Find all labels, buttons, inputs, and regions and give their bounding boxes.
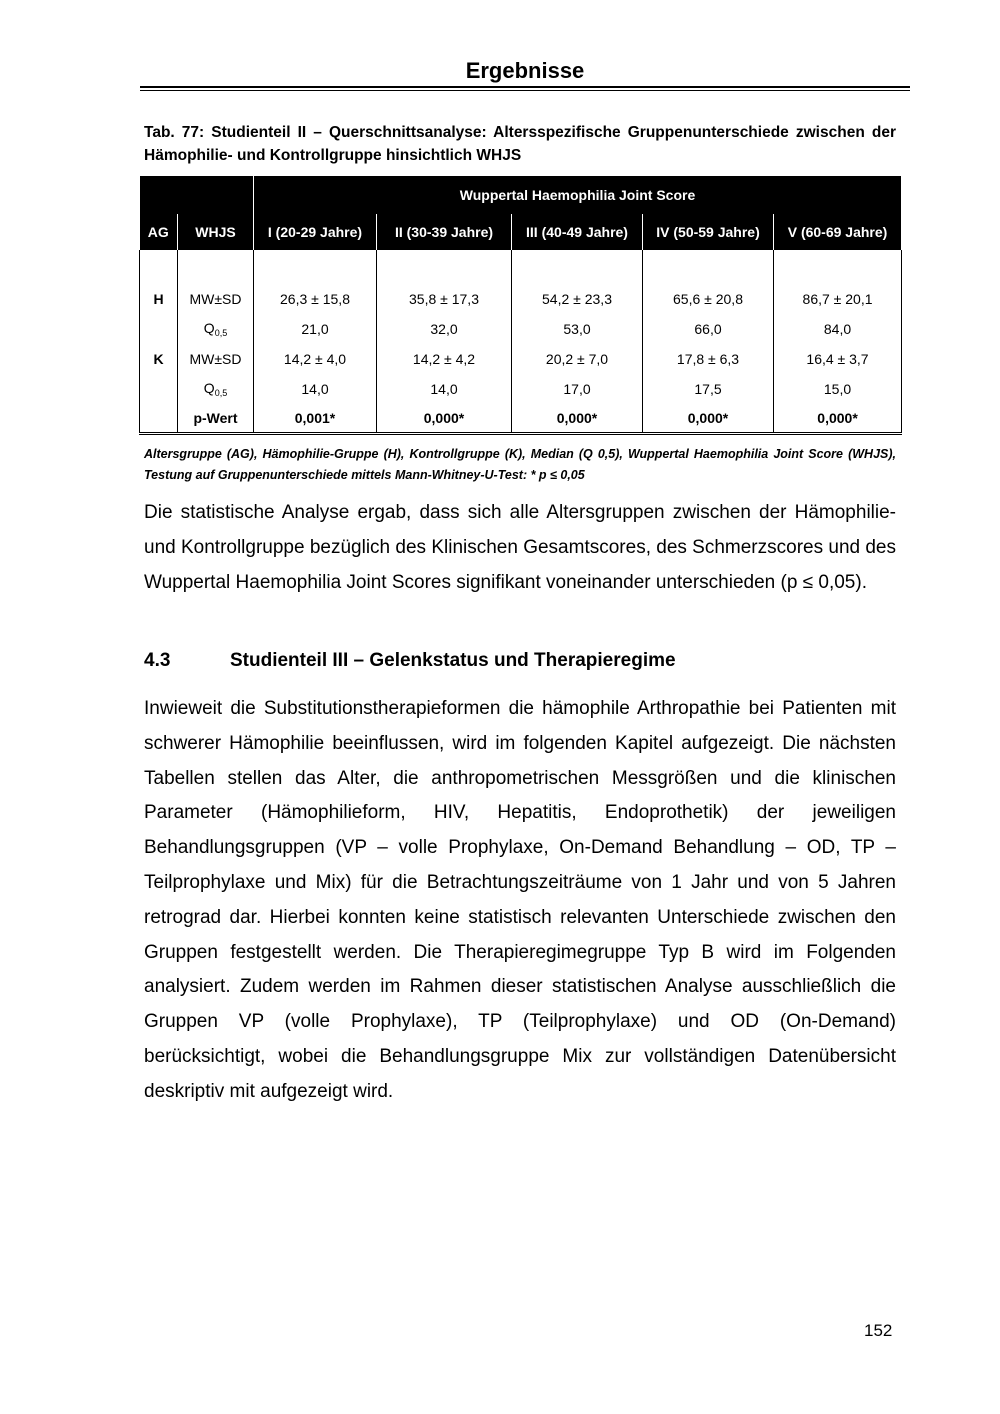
body-paragraph-2: Inwieweit die Substitutionstherapieformen die hämophile Arthropathie bei Patienten mit schwerer Hämophilie beeinflussen, wird im folgenden Kapitel aufgezeigt. Die nächsten Tabellen stellen das Alter, die anthropometrischen Messgrößen und die klinischen Parameter (Hämophilieform, HIV, Hepatitis, Endoprothetik) der jeweiligen Behandlungsgruppen (VP – volle Prophylaxe, On-Demand Behandlung – OD, TP – Teilprophylaxe und Mix) für die Betrachtungszeiträume von 1 Jahr und von 5 Jahren retrograd dar. Hierbei konnten keine statistisch relevanten Unterschiede zwischen den Gruppen festgestellt werden. Die Therapieregimegruppe Typ B wird im Folgenden analysiert. Zudem werden im Rahmen dieser statistischen Analyse ausschließlich die Gruppen VP (volle Prophylaxe), TP (Teilprophylaxe) und OD (On-Demand) berücksichtigt, wobei die Behandlungsgruppe Mix zur vollständigen Datenübersicht deskriptiv mit aufgezeigt wird. — [144, 698, 896, 1102]
spacer-cell — [254, 250, 377, 284]
stat-main: Q — [203, 320, 215, 336]
spacer-cell — [643, 250, 774, 284]
table-row — [140, 314, 902, 344]
value-cell: 16,4 ± 3,7 — [774, 344, 902, 374]
value-cell: 65,6 ± 20,8 — [643, 284, 774, 314]
table-caption: Tab. 77: Studienteil II – Querschnittsanalyse: Altersspezifische Gruppenunterschiede zwischen der Hämophilie- und Kontrollgruppe hinsichtlich WHJS — [144, 124, 896, 164]
value-cell: 86,7 ± 20,1 — [774, 284, 902, 314]
header-rule — [140, 86, 910, 88]
p-value-cell: 0,000* — [512, 404, 643, 434]
value-cell: 53,0 — [512, 314, 643, 344]
chapter-title: Ergebnisse — [465, 58, 585, 83]
value-cell: 84,0 — [774, 314, 902, 344]
col-header-ag: AG — [140, 214, 178, 250]
table-row — [140, 374, 902, 404]
group-cell — [140, 314, 178, 344]
stat-cell — [178, 374, 254, 404]
table-row — [140, 344, 902, 374]
col-header-age-1: I (20-29 Jahre) — [254, 214, 377, 250]
group-cell — [140, 404, 178, 434]
value-cell: 17,8 ± 6,3 — [643, 344, 774, 374]
spacer-cell — [377, 250, 512, 284]
spacer-cell — [140, 250, 178, 284]
page-number: 152 — [864, 1321, 893, 1340]
page-header — [140, 58, 910, 91]
stat-subscript: 0,5 — [214, 328, 228, 338]
p-value-cell: 0,001* — [254, 404, 377, 434]
header-rule-thin — [140, 90, 910, 91]
value-cell: 17,0 — [512, 374, 643, 404]
col-header-age-3: III (40-49 Jahre) — [512, 214, 643, 250]
section-heading — [144, 650, 676, 672]
value-cell: 20,2 ± 7,0 — [512, 344, 643, 374]
value-cell: 14,0 — [377, 374, 512, 404]
table-header-blank — [140, 176, 254, 214]
col-header-age-2: II (30-39 Jahre) — [377, 214, 512, 250]
spacer-cell — [178, 250, 254, 284]
spacer-cell — [512, 250, 643, 284]
stat-cell: MW±SD — [178, 344, 254, 374]
value-cell: 15,0 — [774, 374, 902, 404]
col-header-age-5: V (60-69 Jahre) — [774, 214, 902, 250]
value-cell: 14,0 — [254, 374, 377, 404]
col-header-age-4: IV (50-59 Jahre) — [643, 214, 774, 250]
table-row-pvalue — [140, 404, 902, 434]
value-cell: 26,3 ± 15,8 — [254, 284, 377, 314]
body-paragraph-1: Die statistische Analyse ergab, dass sich alle Altersgruppen zwischen der Hämophilie- und Kontrollgruppe bezüglich des Klinischen Gesamtscores, des Schmerzscores und des Wuppertal Haemophilia Joint Scores signifikant voneinander unterschieden (p ≤ 0,05). — [144, 502, 896, 593]
score-header: Wuppertal Haemophilia Joint Score — [254, 176, 902, 214]
col-header-whjs: WHJS — [178, 214, 254, 250]
table-super-header-row — [140, 176, 902, 214]
section-title: Studienteil III – Gelenkstatus und Therapieregime — [230, 650, 676, 671]
whjs-table — [139, 176, 902, 435]
value-cell: 32,0 — [377, 314, 512, 344]
group-cell — [140, 374, 178, 404]
spacer-cell — [774, 250, 902, 284]
value-cell: 17,5 — [643, 374, 774, 404]
value-cell: 14,2 ± 4,0 — [254, 344, 377, 374]
group-cell: H — [140, 284, 178, 314]
group-cell: K — [140, 344, 178, 374]
table-row — [140, 284, 902, 314]
value-cell: 66,0 — [643, 314, 774, 344]
stat-subscript: 0,5 — [214, 388, 228, 398]
p-value-cell: 0,000* — [377, 404, 512, 434]
value-cell: 14,2 ± 4,2 — [377, 344, 512, 374]
value-cell: 35,8 ± 17,3 — [377, 284, 512, 314]
value-cell: 21,0 — [254, 314, 377, 344]
table-spacer-row — [140, 250, 902, 284]
stat-cell — [178, 314, 254, 344]
value-cell: 54,2 ± 23,3 — [512, 284, 643, 314]
section-number: 4.3 — [144, 650, 171, 671]
table-header-row — [140, 214, 902, 250]
p-value-cell: 0,000* — [643, 404, 774, 434]
stat-cell: p-Wert — [178, 404, 254, 434]
table-footnote: Altersgruppe (AG), Hämophilie-Gruppe (H), Kontrollgruppe (K), Median (Q 0,5), Wuppertal Haemophilia Joint Score (WHJS), Testung auf Gruppenunterschiede mittels Mann-Whitney-U-Test: * p ≤ 0,05 — [144, 447, 896, 482]
p-value-cell: 0,000* — [774, 404, 902, 434]
stat-main: Q — [203, 380, 215, 396]
stat-cell: MW±SD — [178, 284, 254, 314]
